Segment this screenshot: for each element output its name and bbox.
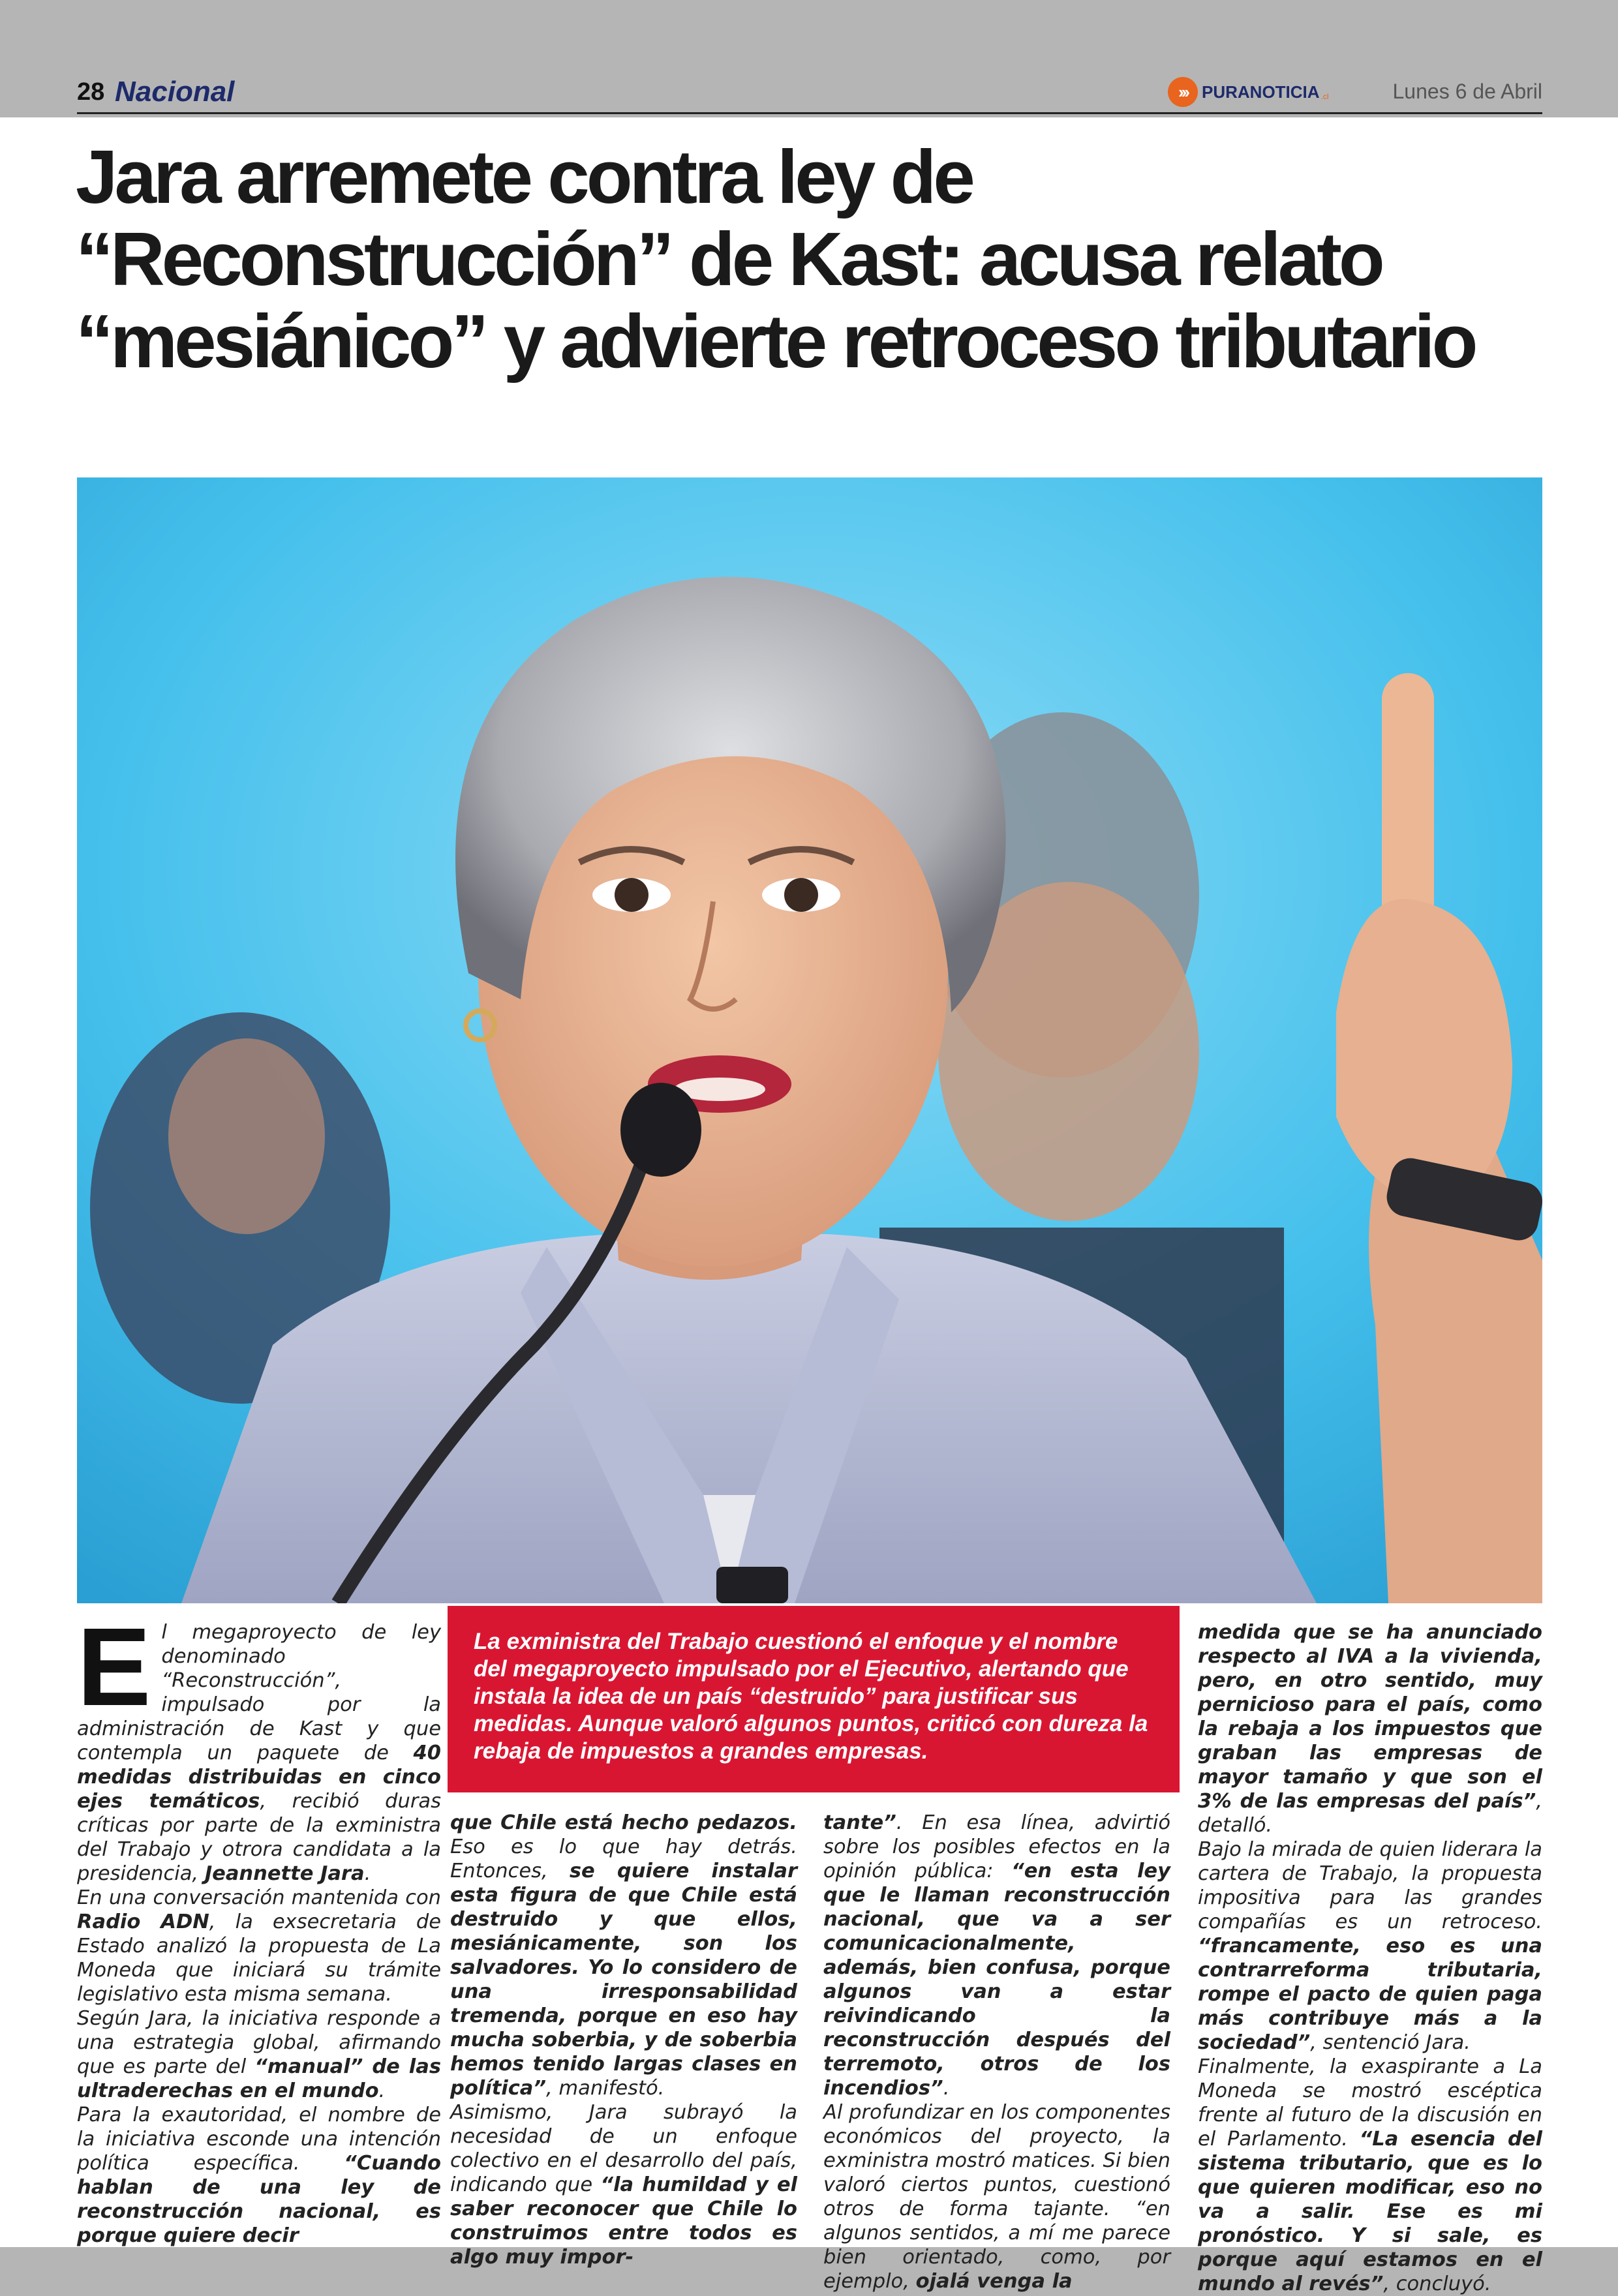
text-run: . xyxy=(364,1862,371,1885)
text-run-bold: “manual” de las ultraderechas en el mundo xyxy=(77,2055,441,2102)
paragraph xyxy=(77,2006,441,2103)
text-run: Para la exautoridad, el nombre de la iniciativa esconde una intención política específica. xyxy=(77,2104,441,2175)
article-column-4 xyxy=(1198,1620,1542,2296)
text-run-bold: Radio ADN xyxy=(77,1911,209,1933)
headline: Jara arremete contra ley de “Reconstrucción” de Kast: acusa relato “mesiánico” y advierte retroceso tributario xyxy=(76,134,1475,384)
text-run-bold: “Cuando hablan de una ley de reconstrucción nacional, es porque quiere decir xyxy=(77,2152,441,2247)
text-run-bold: “la humildad y el saber reconocer que Chile lo construimos entre todos es algo muy impor- xyxy=(450,2173,798,2269)
text-run: . En esa línea, advirtió sobre los posibles efectos en la opinión pública: xyxy=(823,1811,1170,1882)
text-run: , detalló. xyxy=(1198,1790,1542,1837)
article-photo xyxy=(77,477,1542,1603)
article-column-3 xyxy=(823,1811,1170,2293)
brand-suffix: .cl xyxy=(1320,92,1329,101)
text-run: Según Jara, la iniciativa responde a una estrategia global, afirmando que es parte del xyxy=(77,2007,441,2078)
text-run: En una conversación mantenida con xyxy=(77,1886,441,1909)
drop-cap: E xyxy=(77,1605,151,1729)
arrows-icon: ››› xyxy=(1168,77,1198,107)
article-column-2 xyxy=(450,1811,797,2269)
paragraph-intro xyxy=(77,1605,441,1886)
text-run-bold: Jeannette Jara xyxy=(204,1862,365,1885)
section-name: Nacional xyxy=(115,76,235,108)
paragraph xyxy=(77,1886,441,2006)
paragraph xyxy=(1198,1837,1542,2055)
text-run: Asimismo, Jara subrayó la necesidad de un enfoque colectivo en el desarrollo del país, indicando que xyxy=(450,2101,797,2196)
text-run: Finalmente, la exaspirante a La Moneda se mostró escéptica frente al futuro de la discusión en el Parlamento. xyxy=(1198,2055,1542,2151)
text-run: . xyxy=(943,2077,950,2100)
text-run-bold: tante” xyxy=(823,1811,896,1834)
paragraph xyxy=(77,2103,441,2248)
text-run-bold: ojalá venga la xyxy=(915,2270,1073,2293)
text-run-bold: 40 medidas distribuidas en cinco ejes temáticos xyxy=(77,1742,441,1813)
paragraph xyxy=(1198,2055,1542,2296)
text-run-bold: se quiere instalar esta figura de que Chile está destruido y que ellos, mesiánicamente, son los salvadores. Yo lo considero de una irresponsabilidad tremenda, porque en eso hay mucha soberbia, y de soberbia hemos tenido largas clases en política” xyxy=(450,1860,797,2100)
brand-name: PURANOTICIA xyxy=(1202,82,1320,102)
text-run: , sentenció Jara. xyxy=(1310,2031,1471,2054)
header-divider xyxy=(77,112,1542,114)
text-run: , recibió duras críticas por parte de la exministra del Trabajo y otrora candidata a la presidencia, xyxy=(77,1790,441,1885)
speaker-photo-illustration xyxy=(77,477,1542,1603)
text-run-bold: medida que se ha anunciado respecto al IVA a la vivienda, pero, en otro sentido, muy pernicioso para el país, como la rebaja a los impuestos que graban las empresas de mayor tamaño y que son el 3% de las empresas del país” xyxy=(1198,1621,1542,1813)
issue-date: Lunes 6 de Abril xyxy=(1392,80,1542,103)
text-run: , la exsecretaria de Estado analizó la propuesta de La Moneda que iniciará su trámite legislativo esta misma semana. xyxy=(77,1911,442,2006)
text-run-bold: que Chile está hecho pedazos. xyxy=(450,1811,797,1834)
text-run-bold: “La esencia del sistema tributario, que es lo que quieren modificar, eso no va a salir. Ese es mi pronóstico. Y si sale, es porque aquí estamos en el mundo al revés” xyxy=(1198,2128,1542,2295)
text-run: Bajo la mirada de quien liderara la cartera de Trabajo, la propuesta impositiva para las grandes compañías es un retroceso. xyxy=(1198,1838,1542,1933)
brand-logo xyxy=(1168,76,1329,108)
text-run: Eso es lo que hay detrás. Entonces, xyxy=(450,1835,797,1882)
page-number: 28 xyxy=(77,78,105,106)
text-run-bold: “en esta ley que le llaman reconstrucción nacional, que va a ser comunicacionalmente, además, bien confusa, porque algunos van a estar reivindicando la reconstrucción después del terremoto, otros de los incendios” xyxy=(823,1860,1170,2100)
pull-quote-box: La exministra del Trabajo cuestionó el enfoque y el nombre del megaproyecto impulsado por el Ejecutivo, alertando que instala la idea de un país “destruido” para justificar sus medidas. Aunque valoró algunos puntos, criticó con dureza la rebaja de impuestos a grandes empresas. xyxy=(448,1606,1180,1792)
paragraph xyxy=(823,1811,1170,2100)
paragraph xyxy=(450,1811,797,2100)
text-run: , manifestó. xyxy=(546,2077,665,2100)
text-run-bold: “francamente, eso es una contrarreforma tributaria, rompe el pacto de quien paga más contribuye más a la sociedad” xyxy=(1198,1935,1542,2054)
text-run: , concluyó. xyxy=(1383,2273,1491,2295)
paragraph xyxy=(1198,1620,1542,1837)
text-run: . xyxy=(378,2079,386,2102)
text-run: l megaproyecto de ley denominado “Reconstrucción”, impulsado por la administración de Kast y que contempla un paquete de xyxy=(77,1621,441,1764)
article-column-1 xyxy=(77,1605,442,2248)
paragraph xyxy=(823,2100,1170,2293)
text-run: Al profundizar en los componentes económicos del proyecto, la exministra mostró matices. Si bien valoró ciertos puntos, cuestionó otros de forma tajante. “en algunos sentidos, a mí me parece bien orientado, como, por ejemplo, xyxy=(823,2101,1170,2293)
page-header xyxy=(77,72,1542,116)
paragraph xyxy=(450,2100,797,2269)
